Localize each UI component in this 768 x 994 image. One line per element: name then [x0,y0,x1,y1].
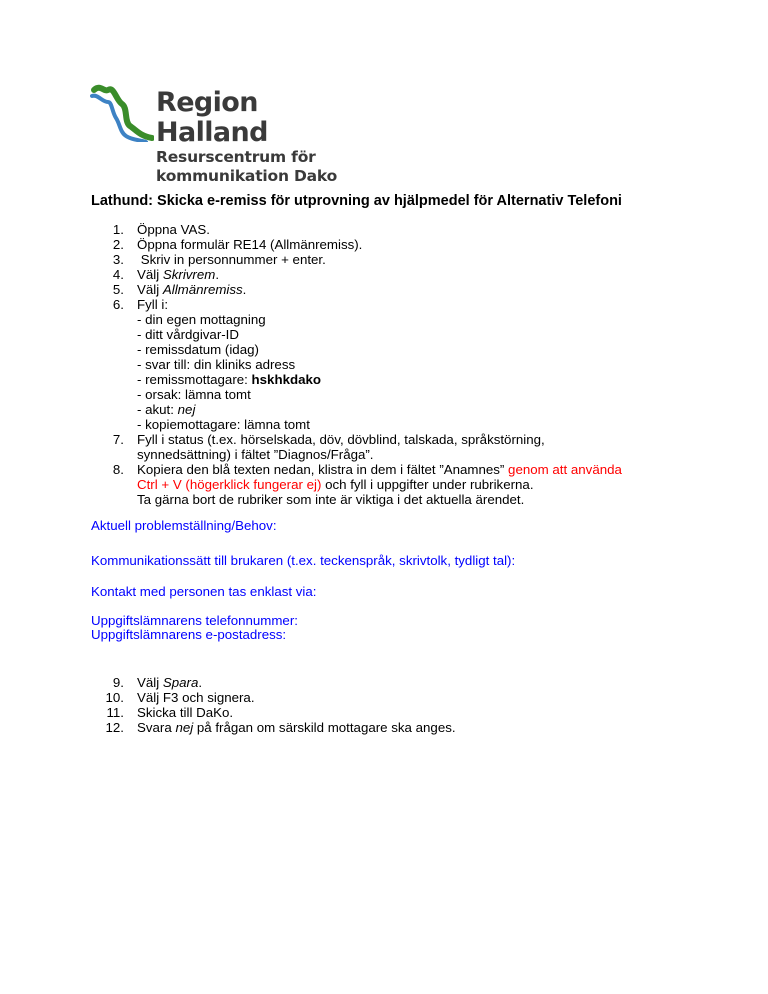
step-text: synnedsättning) i fältet ”Diagnos/Fråga”. [137,447,374,462]
step-text: Skriv in personnummer + enter. [137,252,326,267]
list-number: 8. [112,462,124,477]
list-number: 6. [112,297,124,312]
list-item [98,690,698,705]
step-text: Svara [137,720,176,735]
list-number: 3. [112,252,124,267]
step-text: Välj [137,267,163,282]
fill-item: - din egen mottagning [137,312,266,327]
region-halland-logo [90,82,370,185]
logo-subtitle-line1: Resurscentrum för [156,148,316,166]
step-text: Fyll i status (t.ex. hörselskada, döv, dövblind, talskada, språkstörning, [137,432,545,447]
list-number: 2. [112,237,124,252]
list-item [98,432,698,462]
list-item [98,462,698,507]
step-emphasis: Spara [162,675,199,690]
step-text: Välj [137,675,163,690]
step-text: . [242,282,247,297]
steps-list-part1 [98,222,698,507]
list-number: 4. [112,267,124,282]
fill-item [137,372,698,387]
list-item [98,237,698,252]
fill-item: - kopiemottagare: lämna tomt [137,417,310,432]
page-title: Lathund: Skicka e-remiss för utprovning av hjälpmedel för Alternativ Telefoni [91,193,622,209]
fill-item: - svar till: din kliniks adress [137,357,296,372]
list-number: 11. [106,705,124,720]
step-text: Skicka till DaKo. [137,705,234,720]
list-number: 12. [105,720,124,735]
fill-item: - ditt vårdgivar-ID [137,327,239,342]
step-text: Kopiera den blå texten nedan, klistra in dem i fältet ”Anamnes” [137,462,509,477]
step-text: . [198,675,203,690]
fill-item-value: nej [177,402,196,417]
fill-item-label: - akut: [137,402,178,417]
list-item [98,705,698,720]
logo-name: Region Halland [156,87,268,148]
step-text: . [215,267,220,282]
step-text: och fyll i uppgifter under rubrikerna. [321,477,534,492]
fill-item: - remissdatum (idag) [137,342,259,357]
step-line [137,477,698,492]
list-item [98,267,698,282]
step-emphasis: nej [175,720,194,735]
fill-item: - orsak: lämna tomt [137,387,251,402]
step-text: Ta gärna bort de rubriker som inte är viktiga i det aktuella ärendet. [137,492,525,507]
warning-text: genom att använda [508,462,622,477]
blue-heading-problem: Aktuell problemställning/Behov: [91,518,277,533]
fill-item [137,402,698,417]
step-text: Öppna VAS. [137,222,210,237]
list-number: 7. [112,432,124,447]
list-item [98,252,698,267]
list-item [98,222,698,237]
list-item [98,675,698,690]
blue-heading-kommunikation: Kommunikationssätt till brukaren (t.ex. teckenspråk, skrivtolk, tydligt tal): [91,553,516,568]
blue-heading-epost: Uppgiftslämnarens e-postadress: [91,627,287,642]
blue-heading-kontakt: Kontakt med personen tas enklast via: [91,584,317,599]
step-text: Öppna formulär RE14 (Allmänremiss). [137,237,363,252]
list-item [98,297,698,432]
list-item [98,282,698,297]
step-emphasis: Allmänremiss [162,282,243,297]
step-text: på frågan om särskild mottagare ska anges. [193,720,456,735]
list-number: 1. [112,222,124,237]
step-text: Fyll i: [137,297,169,312]
list-number: 5. [112,282,124,297]
list-number: 9. [112,675,124,690]
region-halland-logo-mark-icon [90,82,154,142]
fill-item-label: - remissmottagare: [137,372,252,387]
list-number: 10. [105,690,124,705]
list-item [98,720,698,735]
blue-heading-telefon: Uppgiftslämnarens telefonnummer: [91,613,298,628]
steps-list-part2 [98,675,698,735]
step-text: Välj F3 och signera. [137,690,255,705]
logo-subtitle-line2: kommunikation Dako [156,167,338,185]
step-text: Välj [137,282,163,297]
warning-text: Ctrl + V (högerklick fungerar ej) [137,477,322,492]
step-emphasis: Skrivrem [162,267,216,282]
fill-item-value: hskhkdako [251,372,321,387]
